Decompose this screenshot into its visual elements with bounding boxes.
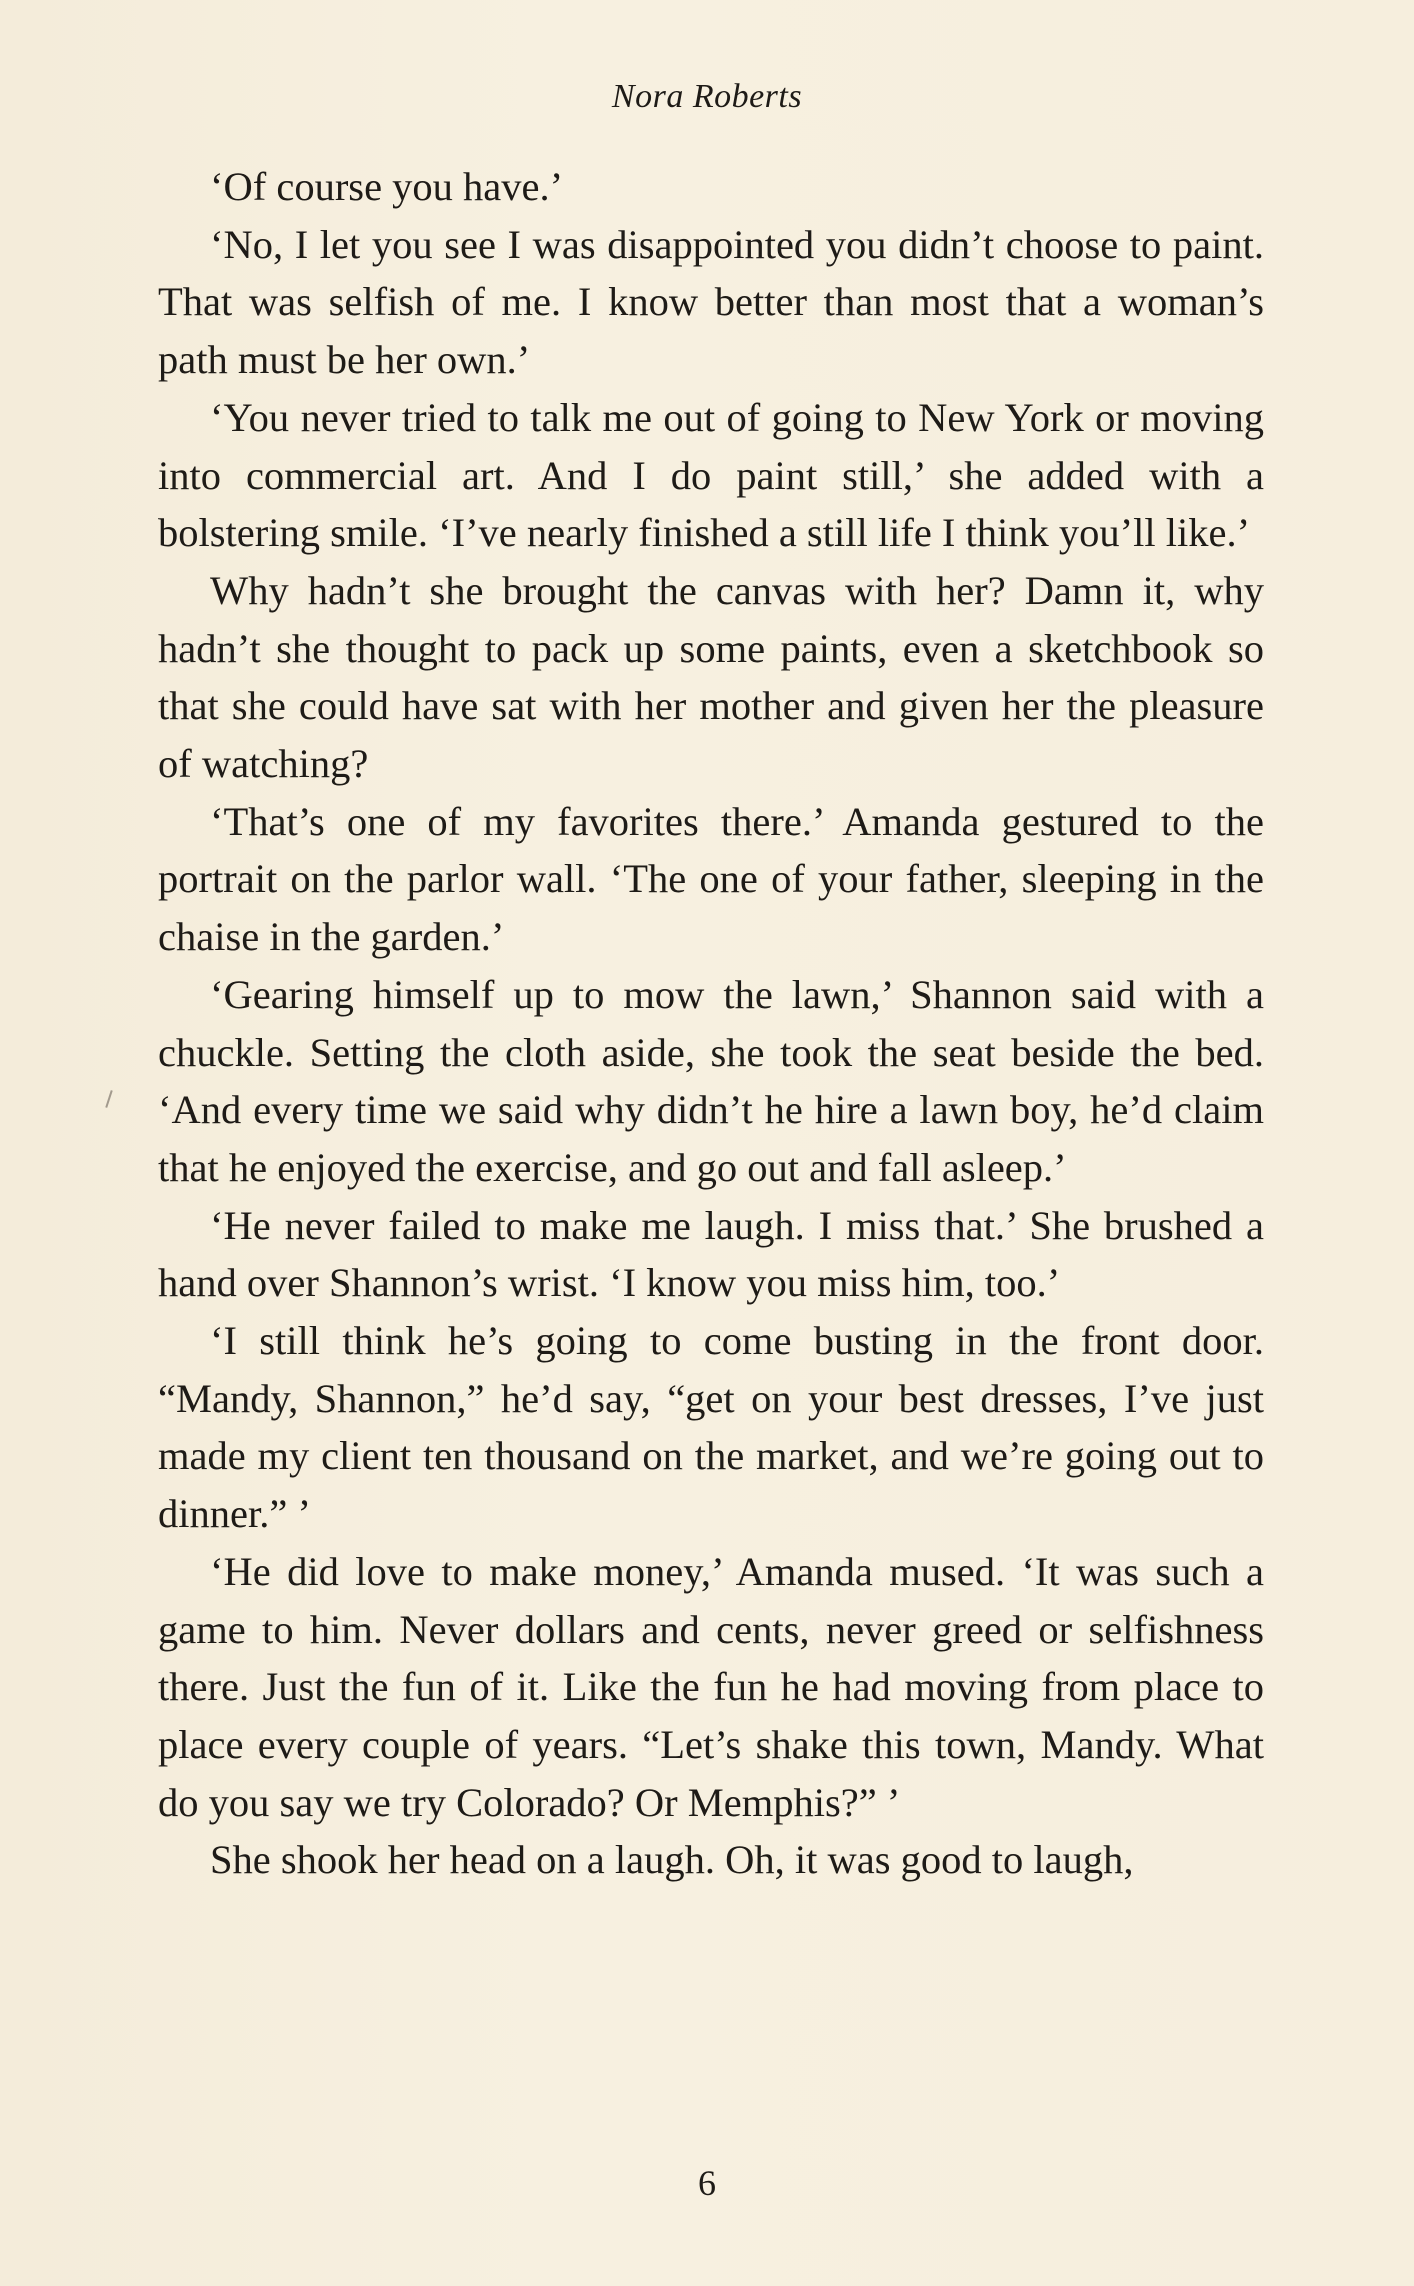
running-head: Nora Roberts (611, 78, 803, 115)
paragraph: ‘Of course you have.’ (210, 164, 564, 209)
paragraph: ‘He never failed to make me laugh. I miss that.’ She brushed a hand over Shannon’s wrist. ‘I know you miss him, too.’ (158, 1202, 1264, 1306)
paragraph: ‘That’s one of my favorites there.’ Amanda gestured to the portrait on the parlor wall. ‘The one of your father, sleeping in the chaise in the garden.’ (158, 798, 1264, 960)
paragraph: She shook her head on a laugh. Oh, it was good to laugh, (210, 1837, 1134, 1883)
paragraph: ‘He did love to make money,’ Amanda mused. ‘It was such a game to him. Never dollars and cents, never greed or selfishness there. Just the fun of it. Like the fun he had moving from place to place every couple of years. “Let’s shake this town, Mandy. What do you say we try Colorado? Or Memphis?” ’ (158, 1548, 1264, 1825)
paragraph: ‘I still think he’s going to come busting in the front door. “Mandy, Shannon,” he’d say, “get on your best dresses, I’ve just made my client ten thousand on the market, and we’re going out to dinner.” ’ (158, 1318, 1264, 1537)
page-number: 6 (698, 2163, 716, 2203)
paragraph: ‘No, I let you see I was disappointed you didn’t choose to paint. That was selfish of me. I know better than most that a woman’s path must be her own.’ (158, 221, 1264, 383)
paragraph: Why hadn’t she brought the canvas with her? Damn it, why hadn’t she thought to pack up some paints, even a sketchbook so that she could have sat with her mother and given her the pleasure of watching? (158, 567, 1264, 787)
stray-pencil-mark (105, 1090, 112, 1108)
paragraph: ‘You never tried to talk me out of going to New York or moving into commercial art. And I do paint still,’ she added with a bolstering smile. ‘I’ve nearly finished a still life I think you’ll like.’ (158, 394, 1264, 556)
paragraph: ‘Gearing himself up to mow the lawn,’ Shannon said with a chuckle. Setting the cloth aside, she took the seat beside the bed. ‘And every time we said why didn’t he hire a lawn boy, he’d claim that he enjoyed the exercise, and go out and fall asleep.’ (158, 971, 1264, 1190)
body-text (158, 158, 1264, 1889)
